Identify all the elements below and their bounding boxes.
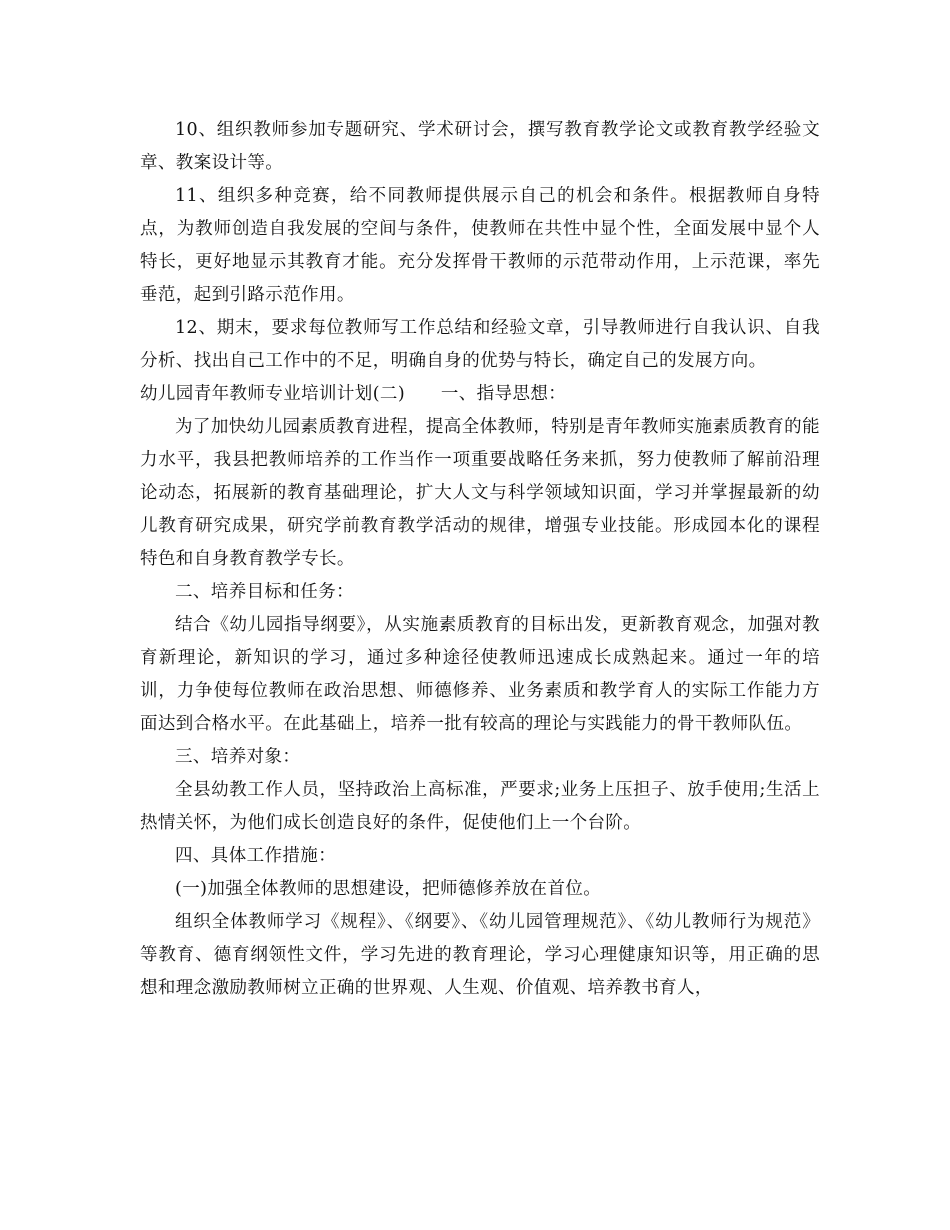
paragraph-training-targets: 全县幼教工作人员，坚持政治上高标准，严要求;业务上压担子、放手使用;生活上热情关怀，为他们成长创造良好的条件，促使他们上一个台阶。 xyxy=(140,780,820,833)
paragraph-item-11: 11、组织多种竞赛，给不同教师提供展示自己的机会和条件。根据教师自身特点，为教师创造自我发展的空间与条件，使教师在共性中显个性，全面发展中显个人特长，更好地显示其教育才能。充分发挥骨干教师的示范带动作用，上示范课，率先垂范，起到引路示范作用。 xyxy=(140,186,820,305)
paragraph-item-10: 10、组织教师参加专题研究、学术研讨会，撰写教育教学论文或教育教学经验文章、教案设计等。 xyxy=(140,120,820,173)
section-title-plan-two: 幼儿园青年教师专业培训计划(二) 一、指导思想： xyxy=(140,384,567,404)
subheading-ideology-building: (一)加强全体教师的思想建设，把师德修养放在首位。 xyxy=(175,879,602,899)
heading-goals-tasks: 二、培养目标和任务： xyxy=(175,582,354,602)
paragraph-goals-tasks: 结合《幼儿园指导纲要》，从实施素质教育的目标出发，更新教育观念，加强对教育新理论，新知识的学习，通过多种途径使教师迅速成长成熟起来。通过一年的培训，力争使每位教师在政治思想、师德修养、业务素质和教学育人的实际工作能力方面达到合格水平。在此基础上，培养一批有较高的理论与实践能力的骨干教师队伍。 xyxy=(140,615,820,734)
paragraph-item-12: 12、期末，要求每位教师写工作总结和经验文章，引导教师进行自我认识、自我分析、找出自己工作中的不足，明确自身的优势与特长，确定自己的发展方向。 xyxy=(140,318,820,371)
heading-work-measures: 四、具体工作措施： xyxy=(175,846,337,866)
heading-training-targets: 三、培养对象： xyxy=(175,747,301,767)
paragraph-ideology-building: 组织全体教师学习《规程》、《纲要》、《幼儿园管理规范》、《幼儿教师行为规范》等教育、德育纲领性文件，学习先进的教育理论，学习心理健康知识等，用正确的思想和理念激励教师树立正确的世界观、人生观、价值观、培养教书育人， xyxy=(140,912,820,998)
document-body xyxy=(140,114,820,1005)
paragraph-guiding-thought: 为了加快幼儿园素质教育进程，提高全体教师，特别是青年教师实施素质教育的能力水平，我县把教师培养的工作当作一项重要战略任务来抓，努力使教师了解前沿理论动态，拓展新的教育基础理论，扩大人文与科学领域知识面，学习并掌握最新的幼儿教育研究成果，研究学前教育教学活动的规律，增强专业技能。形成园本化的课程特色和自身教育教学专长。 xyxy=(140,417,820,569)
